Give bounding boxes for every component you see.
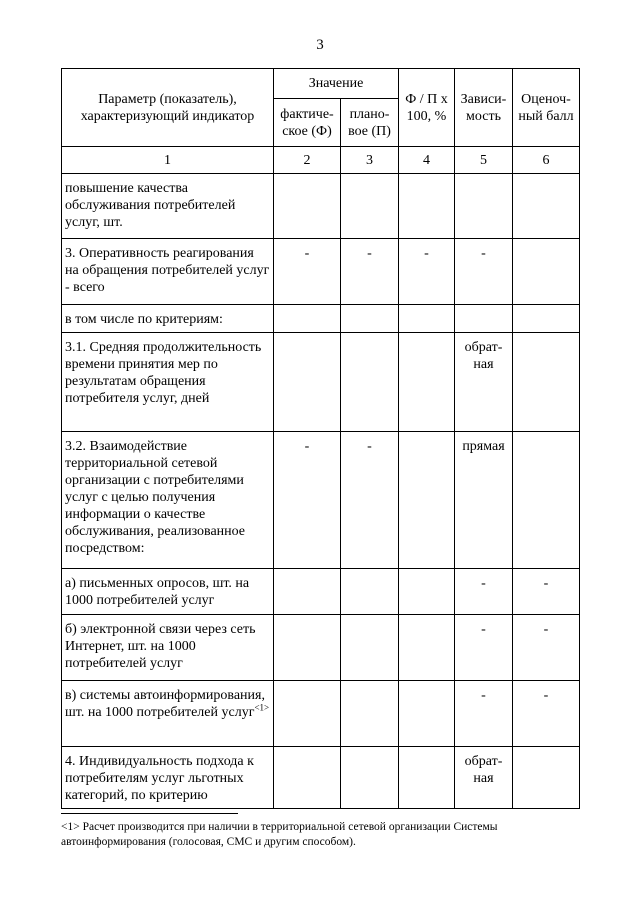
- cell-score: -: [513, 569, 580, 615]
- cell-dependence: обрат-ная: [455, 333, 513, 432]
- header-score: Оценоч-ный балл: [513, 69, 580, 147]
- header-value-group: Значение: [274, 69, 399, 99]
- cell-actual: [274, 305, 341, 333]
- cell-planned: -: [341, 432, 399, 569]
- table-row: [62, 747, 580, 809]
- cell-planned: [341, 333, 399, 432]
- table-row: [62, 681, 580, 747]
- table-row: [62, 174, 580, 239]
- cell-actual: [274, 615, 341, 681]
- page-number: 3: [316, 37, 324, 53]
- row-param: [62, 681, 274, 747]
- cell-ratio: [399, 432, 455, 569]
- table-row: [62, 569, 580, 615]
- cell-planned: [341, 747, 399, 809]
- cell-score: -: [513, 681, 580, 747]
- cell-planned: -: [341, 239, 399, 305]
- footnote: <1> Расчет производится при наличии в территориальной сетевой организации Системы автоинформирования (голосовая, СМС и другим способом).: [61, 821, 498, 848]
- cell-dependence: прямая: [455, 432, 513, 569]
- cell-dependence: -: [455, 681, 513, 747]
- indicator-table: [61, 68, 580, 809]
- footnote-marker: <1>: [254, 702, 270, 713]
- cell-actual: [274, 747, 341, 809]
- cell-planned: [341, 569, 399, 615]
- cell-dependence: -: [455, 569, 513, 615]
- cell-actual: [274, 681, 341, 747]
- table-row: [62, 432, 580, 569]
- table-row: [62, 615, 580, 681]
- cell-dependence: -: [455, 239, 513, 305]
- cell-ratio: [399, 615, 455, 681]
- row-param-text: в) системы автоинформирования, шт. на 1000 потребителей услуг: [65, 688, 265, 720]
- column-number: 6: [513, 147, 580, 174]
- row-param: 3. Оперативность реагирования на обращения потребителей услуг - всего: [62, 239, 274, 305]
- column-number-row: [62, 147, 580, 174]
- table-row: [62, 333, 580, 432]
- cell-score: [513, 239, 580, 305]
- column-number: 3: [341, 147, 399, 174]
- cell-actual: -: [274, 239, 341, 305]
- cell-dependence: обрат-ная: [455, 747, 513, 809]
- cell-score: [513, 333, 580, 432]
- cell-dependence: -: [455, 615, 513, 681]
- cell-ratio: [399, 569, 455, 615]
- cell-actual: [274, 174, 341, 239]
- row-param: б) электронной связи через сеть Интернет, шт. на 1000 потребителей услуг: [62, 615, 274, 681]
- row-param: 4. Индивидуальность подхода к потребителям услуг льготных категорий, по критерию: [62, 747, 274, 809]
- column-number: 5: [455, 147, 513, 174]
- cell-ratio: -: [399, 239, 455, 305]
- cell-ratio: [399, 747, 455, 809]
- cell-actual: -: [274, 432, 341, 569]
- row-param: повышение качества обслуживания потребителей услуг, шт.: [62, 174, 274, 239]
- cell-planned: [341, 615, 399, 681]
- row-param: 3.2. Взаимодействие территориальной сетевой организации с потребителями услуг с целью получения информации о качестве обслуживания, реализованное посредством:: [62, 432, 274, 569]
- row-param: 3.1. Средняя продолжительность времени принятия мер по результатам обращения потребителя услуг, дней: [62, 333, 274, 432]
- table-row: [62, 239, 580, 305]
- cell-dependence: [455, 174, 513, 239]
- column-number: 1: [62, 147, 274, 174]
- footnote-divider: [61, 813, 238, 814]
- header-actual: фактиче-ское (Ф): [274, 99, 341, 147]
- row-param: в том числе по критериям:: [62, 305, 274, 333]
- cell-score: -: [513, 615, 580, 681]
- cell-score: [513, 305, 580, 333]
- cell-planned: [341, 305, 399, 333]
- cell-score: [513, 432, 580, 569]
- cell-score: [513, 174, 580, 239]
- cell-dependence: [455, 305, 513, 333]
- cell-ratio: [399, 305, 455, 333]
- header-param: Параметр (показатель), характеризующий индикатор: [62, 69, 274, 147]
- cell-ratio: [399, 333, 455, 432]
- header-dependence: Зависи-мость: [455, 69, 513, 147]
- table-row: [62, 305, 580, 333]
- cell-ratio: [399, 681, 455, 747]
- header-ratio: Ф / П x 100, %: [399, 69, 455, 147]
- row-param: а) письменных опросов, шт. на 1000 потребителей услуг: [62, 569, 274, 615]
- cell-actual: [274, 569, 341, 615]
- header-planned: плано-вое (П): [341, 99, 399, 147]
- cell-score: [513, 747, 580, 809]
- column-number: 2: [274, 147, 341, 174]
- cell-planned: [341, 681, 399, 747]
- cell-ratio: [399, 174, 455, 239]
- column-number: 4: [399, 147, 455, 174]
- cell-actual: [274, 333, 341, 432]
- cell-planned: [341, 174, 399, 239]
